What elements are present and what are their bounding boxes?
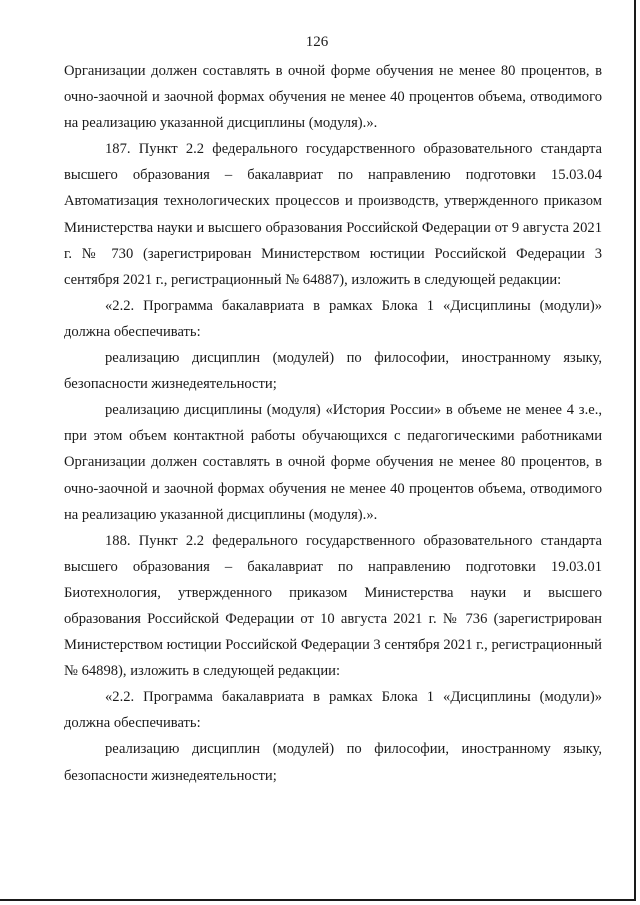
paragraph-disciplines-second: реализацию дисциплин (модулей) по философии, иностранному языку, безопасности жизнедеятельности;: [64, 741, 602, 784]
paragraph-quote-2-2-second: «2.2. Программа бакалавриата в рамках Блока 1 «Дисциплины (модули)» должна обеспечивать:: [64, 689, 602, 732]
paragraph-item-188: 188. Пункт 2.2 федерального государственного образовательного стандарта высшего образования – бакалавриат по направлению подготовки 19.03.01 Биотехнология, утвержденного приказом Министерства науки и высшего образования Российской Федерации от 10 августа 2021 г. № 736 (зарегистрирован Министерством юстиции Российской Федерации 3 сентября 2021 г., регистрационный № 64898), изложить в следующей редакции:: [64, 532, 602, 680]
paragraph-continuation: Организации должен составлять в очной форме обучения не менее 80 процентов, в очно-заочной и заочной формах обучения не менее 40 процентов объема, отводимого на реализацию указанной дисциплины (модуля).».: [64, 63, 602, 132]
page-number: 126: [305, 34, 329, 50]
paragraph-quote-2-2: «2.2. Программа бакалавриата в рамках Блока 1 «Дисциплины (модули)» должна обеспечивать:: [64, 297, 602, 340]
document-body: [64, 58, 602, 789]
paragraph-disciplines: реализацию дисциплин (модулей) по философии, иностранному языку, безопасности жизнедеятельности;: [64, 350, 602, 393]
paragraph-history: реализацию дисциплины (модуля) «История России» в объеме не менее 4 з.е., при этом объем контактной работы обучающихся с педагогическими работниками Организации должен составлять в очной форме обучения не менее 80 процентов, в очно-заочной и заочной формах обучения не менее 40 процентов объема, отводимого на реализацию указанной дисциплины (модуля).».: [64, 402, 602, 523]
paragraph-item-187: 187. Пункт 2.2 федерального государственного образовательного стандарта высшего образования – бакалавриат по направлению подготовки 15.03.04 Автоматизация технологических процессов и производств, утвержденного приказом Министерства науки и высшего образования Российской Федерации от 9 августа 2021 г. № 730 (зарегистрирован Министерством юстиции Российской Федерации 3 сентября 2021 г., регистрационный № 64887), изложить в следующей редакции:: [64, 141, 602, 288]
